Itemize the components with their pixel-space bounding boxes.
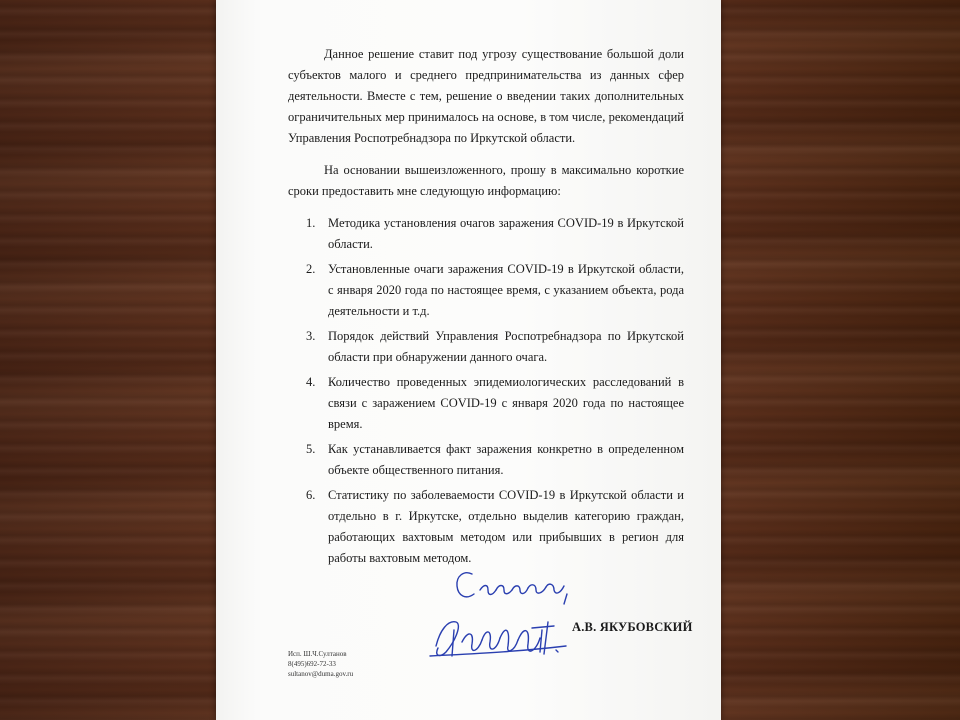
list-item-number: 6. (306, 488, 316, 502)
list-item (288, 485, 684, 569)
list-item (288, 326, 684, 368)
executor-email: sultanov@duma.gov.ru (288, 670, 354, 678)
list-item-text: Методика установления очагов заражения COVID-19 в Иркутской области. (328, 216, 684, 251)
document-body (288, 44, 684, 573)
list-item (288, 372, 684, 435)
list-item (288, 439, 684, 481)
paragraph: На основании вышеизложенного, прошу в максимально короткие сроки предоставить мне следующую информацию: (288, 163, 684, 198)
list-item-number: 5. (306, 442, 316, 456)
executor-block (288, 649, 353, 679)
list-item-text: Количество проведенных эпидемиологических расследований в связи с заражением COVID-19 с января 2020 года по настоящее время. (328, 375, 684, 431)
list-item-text: Как устанавливается факт заражения конкретно в определенном объекте общественного питания. (328, 442, 684, 477)
document-page (216, 0, 721, 720)
list-item (288, 259, 684, 322)
list-item-text: Порядок действий Управления Роспотребнадзора по Иркутской области при обнаружении данного очага. (328, 329, 684, 364)
list-item-text: Установленные очаги заражения COVID-19 в Иркутской области, с января 2020 года по настоящее время, с указанием объекта, рода деятельности и т.д. (328, 262, 684, 318)
list-item-text: Статистику по заболеваемости COVID-19 в Иркутской области и отдельно в г. Иркутске, отдельно выделив категорию граждан, работающих вахтовым методом или прибывших в регион для работы вахтовым методом. (328, 488, 684, 565)
executor-phone: 8(495)692-72-33 (288, 660, 336, 668)
list-item-number: 2. (306, 262, 316, 276)
paragraph: Данное решение ставит под угрозу существование большой доли субъектов малого и среднего предпринимательства из данных сфер деятельности. Вместе с тем, решение о введении таких дополнительных ограничительных мер принималось на основе, в том числе, рекомендаций Управления Роспотребнадзора по Иркутской области. (288, 47, 684, 145)
handwritten-signature (426, 560, 586, 670)
list-item-number: 1. (306, 216, 316, 230)
signer-name: А.В. ЯКУБОВСКИЙ (572, 620, 693, 634)
list-item-number: 3. (306, 329, 316, 343)
request-list (288, 213, 684, 569)
executor-name: Исп. Ш.Ч.Султанов (288, 650, 347, 658)
list-item-number: 4. (306, 375, 316, 389)
list-item (288, 213, 684, 255)
